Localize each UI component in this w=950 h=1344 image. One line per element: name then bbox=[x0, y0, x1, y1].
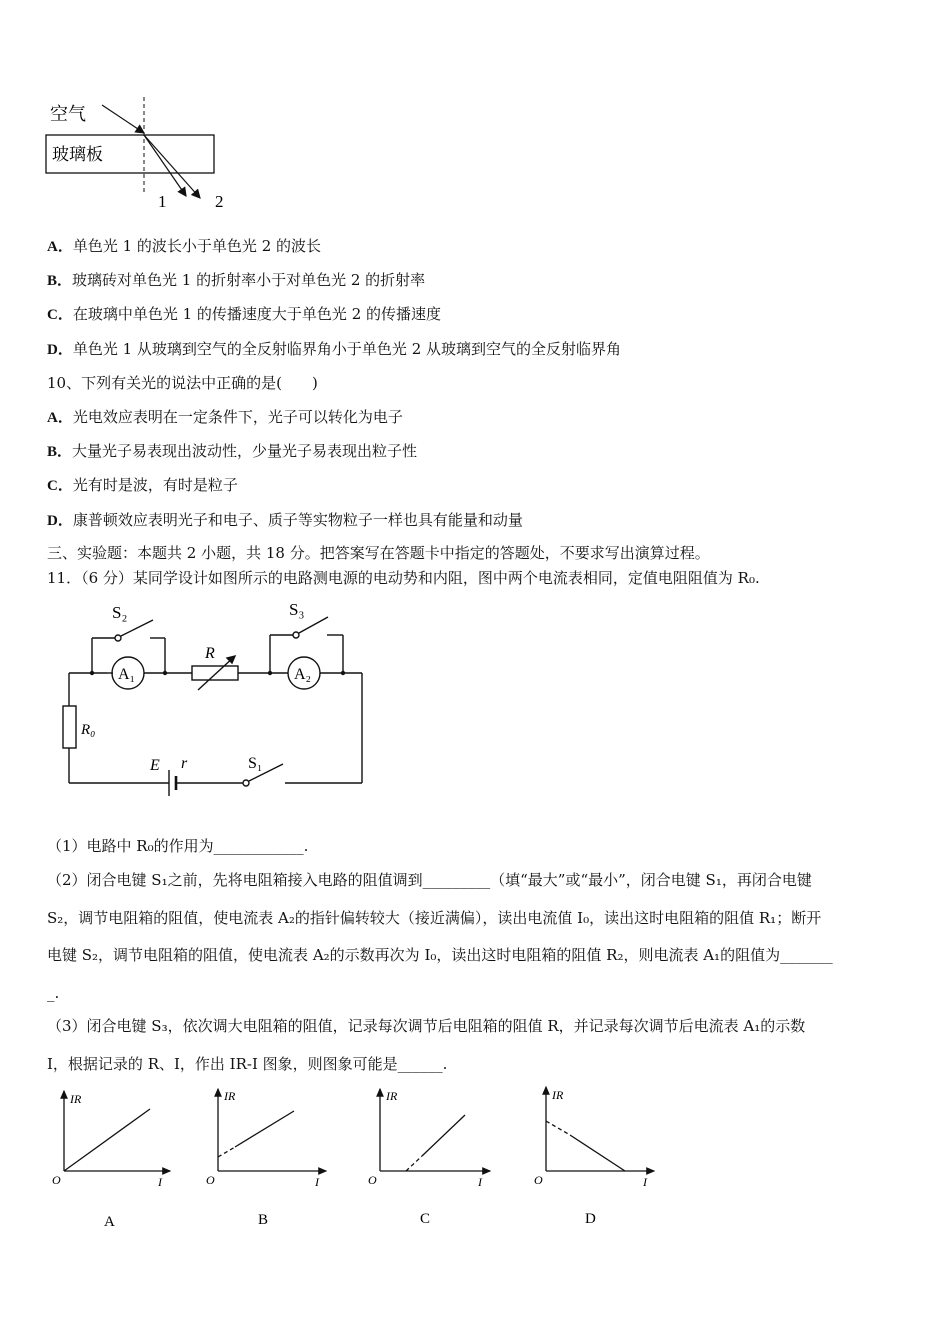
q11-stem: 11．（6 分）某同学设计如图所示的电路测电源的电动势和内阻，图中两个电流表相同，定值电阻阻值为 R₀. bbox=[47, 569, 760, 587]
q11-part3-line2: I，根据记录的 R、I，作出 IR-I 图象，则图象可能是______. bbox=[47, 1055, 448, 1073]
graph-b-origin: O bbox=[206, 1173, 215, 1187]
graph-a-label: A bbox=[104, 1214, 115, 1230]
q10-option-b: B．大量光子易表现出波动性，少量光子易表现出粒子性 bbox=[47, 442, 418, 460]
graph-b-label: B bbox=[258, 1212, 269, 1228]
graph-b-xlabel: I bbox=[315, 1175, 319, 1189]
air-label: 空气 bbox=[50, 104, 86, 124]
q9-option-b: B．玻璃砖对单色光 1 的折射率小于对单色光 2 的折射率 bbox=[47, 271, 426, 289]
q9-option-d: D．单色光 1 从玻璃到空气的全反射临界角小于单色光 2 从玻璃到空气的全反射临界角 bbox=[47, 340, 622, 358]
label-emf: E bbox=[150, 757, 160, 774]
graph-a-ylabel: IR bbox=[70, 1092, 82, 1106]
label-s2: S₂ bbox=[112, 603, 128, 622]
ir-i-graphs bbox=[40, 1083, 680, 1243]
switch-s3 bbox=[299, 617, 328, 633]
q11-part2-line3: 电键 S₂，调节电阻箱的阻值，使电流表 A₂的示数再次为 I₀，读出这时电阻箱的阻值 R₂，则电流表 A₁的阻值为_______ bbox=[47, 946, 833, 964]
incident-ray bbox=[102, 105, 144, 133]
q10-option-c: C．光有时是波，有时是粒子 bbox=[47, 476, 238, 494]
graph-c-label: C bbox=[420, 1211, 431, 1227]
graph-c-origin: O bbox=[368, 1173, 377, 1187]
graph-c-xlabel: I bbox=[478, 1175, 482, 1189]
label-a1: A₁ bbox=[118, 666, 136, 683]
graph-c-ylabel: IR bbox=[386, 1089, 398, 1103]
graph-a-xlabel: I bbox=[158, 1175, 162, 1189]
q11-part2-line1: （2）闭合电键 S₁之前，先将电阻箱接入电路的阻值调到_________（填“最大”或“最小”，闭合电键 S₁，再闭合电键 bbox=[47, 871, 812, 889]
glass-refraction-figure bbox=[40, 95, 240, 215]
q11-part2-line4: _. bbox=[47, 984, 60, 1002]
graph-d-ylabel: IR bbox=[552, 1088, 564, 1102]
switch-s2 bbox=[121, 620, 153, 636]
section-3-heading: 三、实验题：本题共 2 小题，共 18 分。把答案写在答题卡中指定的答题处，不要求写出演算过程。 bbox=[47, 544, 710, 562]
q10-option-a: A．光电效应表明在一定条件下，光子可以转化为电子 bbox=[47, 408, 403, 426]
resistor-r0 bbox=[63, 706, 76, 748]
ray-2-label: 2 bbox=[215, 192, 224, 211]
q11-part2-line2: S₂，调节电阻箱的阻值，使电流表 A₂的指针偏转较大（接近满偏），读出电流值 I₀，读出这时电阻箱的阻值 R₁；断开 bbox=[47, 909, 822, 927]
label-r: R bbox=[205, 645, 215, 662]
q11-part1: （1）电路中 R₀的作用为____________. bbox=[47, 837, 309, 855]
ray-1-label: 1 bbox=[158, 192, 167, 211]
label-s1: S₁ bbox=[248, 755, 263, 772]
q11-part3-line1: （3）闭合电键 S₃，依次调大电阻箱的阻值，记录每次调节后电阻箱的阻值 R，并记录每次调节后电流表 A₁的示数 bbox=[47, 1017, 806, 1035]
q10-option-d: D．康普顿效应表明光子和电子、质子等实物粒子一样也具有能量和动量 bbox=[47, 511, 523, 529]
ray-1 bbox=[144, 135, 186, 196]
label-r0: R₀ bbox=[81, 722, 96, 738]
glass-label: 玻璃板 bbox=[52, 145, 103, 164]
ray-2 bbox=[144, 135, 200, 198]
q10-stem: 10、下列有关光的说法中正确的是( ) bbox=[47, 374, 318, 392]
q9-option-c: C．在玻璃中单色光 1 的传播速度大于单色光 2 的传播速度 bbox=[47, 305, 442, 323]
graph-d-label: D bbox=[585, 1211, 596, 1227]
graph-b-ylabel: IR bbox=[224, 1089, 236, 1103]
graph-a-origin: O bbox=[52, 1173, 61, 1187]
label-internal-r: r bbox=[181, 755, 188, 772]
graph-d-xlabel: I bbox=[643, 1175, 647, 1189]
circuit-diagram bbox=[55, 598, 375, 798]
q9-option-a: A．单色光 1 的波长小于单色光 2 的波长 bbox=[47, 237, 322, 255]
variable-resistor-r bbox=[192, 666, 238, 680]
graph-d-origin: O bbox=[534, 1173, 543, 1187]
label-a2: A₂ bbox=[294, 666, 312, 683]
label-s3: S₃ bbox=[289, 600, 305, 619]
